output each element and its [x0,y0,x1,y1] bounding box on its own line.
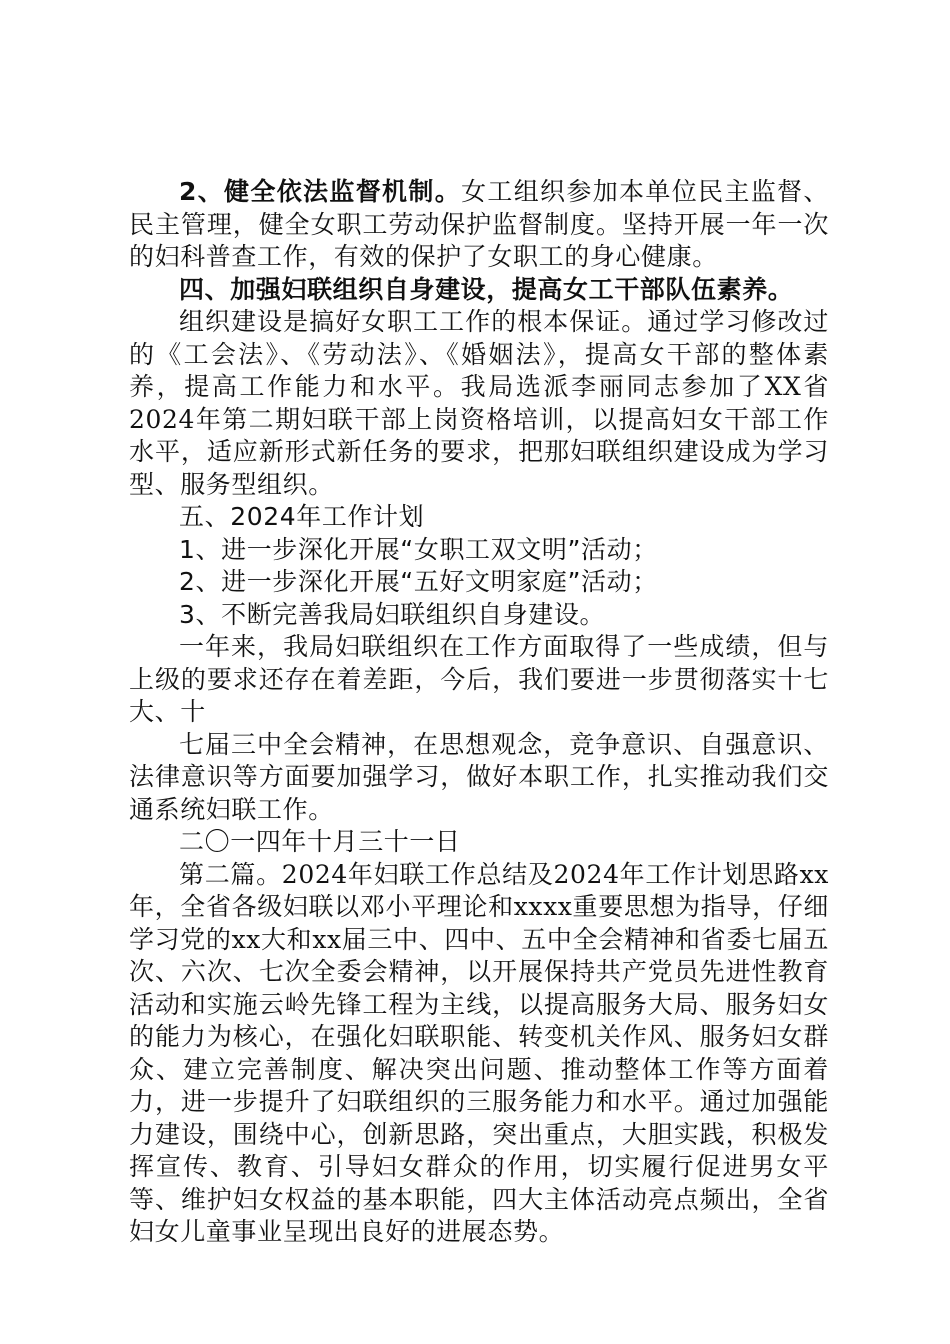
paragraph-organization: 组织建设是搞好女职工工作的根本保证。通过学习修改过的《工会法》、《劳动法》、《婚姻法》，提高女干部的整体素养，提高工作能力和水平。我局选派李丽同志参加了XX省2024年第二期妇联干部上岗资格培训，以提高妇女干部工作水平，适应新形式新任务的要求，把那妇联组织建设成为学习型、服务型组织。 [129,307,829,499]
paragraph-summary: 一年来，我局妇联组织在工作方面取得了一些成绩，但与上级的要求还存在着差距，今后，我们要进一步贯彻落实十七大、十 [129,632,829,726]
paragraph-lead-heading: 2、健全依法监督机制。 [179,177,462,206]
document-body [129,176,829,1249]
paragraph-supervision [129,176,829,274]
document-date: 二〇一四年十月三十一日 [179,827,461,856]
plan-item-3: 3、不断完善我局妇联组织自身建设。 [179,599,606,629]
paragraph-text: 女工组织参加本单位民主监督、民主管理，健全女职工劳动保护监督制度。坚持开展一年一次的妇科普查工作，有效的保护了女职工的身心健康。 [129,177,829,271]
section-heading-five: 五、2024年工作计划 [179,502,425,531]
paragraph-summary-continued: 七届三中全会精神，在思想观念，竞争意识、自强意识、法律意识等方面要加强学习，做好本职工作，扎实推动我们交通系统妇联工作。 [129,729,829,824]
plan-item-2: 2、进一步深化开展“五好文明家庭”活动； [179,567,658,596]
plan-item-1: 1、进一步深化开展“女职工双文明”活动； [179,534,658,564]
paragraph-second-article: 第二篇。2024年妇联工作总结及2024年工作计划思路xx年，全省各级妇联以邓小平理论和xxxx重要思想为指导，仔细学习党的xx大和xx届三中、四中、五中全会精神和省委七届五次、六次、七次全委会精神，以开展保持共产党员先进性教育活动和实施云岭先锋工程为主线，以提高服务大局、服务妇女的能力为核心，在强化妇联职能、转变机关作风、服务妇女群众、建立完善制度、解决突出问题、推动整体工作等方面着力，进一步提升了妇联组织的三服务能力和水平。通过加强能力建设，围绕中心，创新思路，突出重点，大胆实践，积极发挥宣传、教育、引导妇女群众的作用，切实履行促进男女平等、维护妇女权益的基本职能，四大主体活动亮点频出，全省妇女儿童事业呈现出良好的进展态势。 [129,859,829,1246]
section-heading-four: 四、加强妇联组织自身建设，提高女工干部队伍素养。 [179,274,794,304]
